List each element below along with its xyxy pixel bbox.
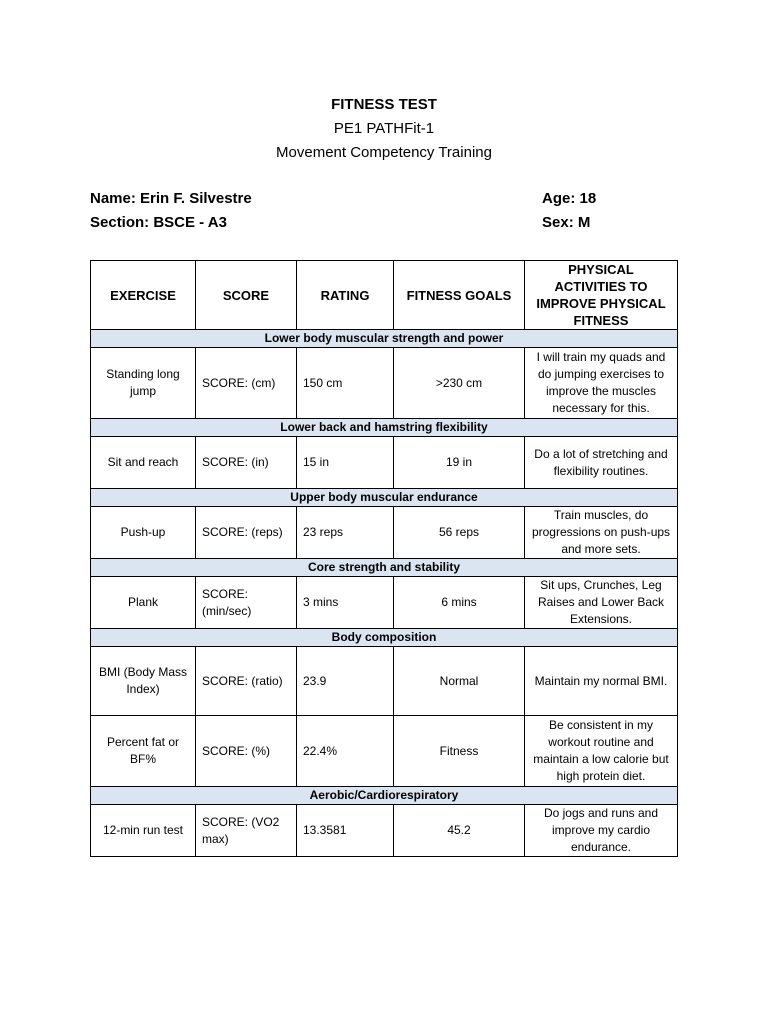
cell-activity: Train muscles, do progressions on push-ups and more sets. — [525, 507, 678, 559]
header-rating: RATING — [297, 261, 394, 330]
category-label: Aerobic/Cardiorespiratory — [91, 787, 678, 805]
header-physical-activities: PHYSICAL ACTIVITIES TO IMPROVE PHYSICAL FITNESS — [525, 261, 678, 330]
cell-goal: Normal — [394, 647, 525, 716]
document-subtitle: Movement Competency Training — [276, 144, 492, 161]
table-row — [91, 716, 678, 787]
cell-score: SCORE: (VO2 max) — [196, 805, 297, 857]
student-age: Age: 18 — [542, 190, 597, 207]
document-title: FITNESS TEST — [331, 96, 437, 113]
cell-exercise: BMI (Body Mass Index) — [91, 647, 196, 716]
cell-score: SCORE: (reps) — [196, 507, 297, 559]
cell-activity: Do a lot of stretching and flexibility routines. — [525, 437, 678, 489]
header-score: SCORE — [196, 261, 297, 330]
cell-exercise: Sit and reach — [91, 437, 196, 489]
cell-score: SCORE: (min/sec) — [196, 577, 297, 629]
cell-exercise: Percent fat or BF% — [91, 716, 196, 787]
cell-rating: 150 cm — [297, 348, 394, 419]
cell-exercise: Standing long jump — [91, 348, 196, 419]
category-row — [91, 787, 678, 805]
cell-activity: Maintain my normal BMI. — [525, 647, 678, 716]
category-row — [91, 489, 678, 507]
student-info-left — [90, 187, 252, 235]
cell-activity: Be consistent in my workout routine and maintain a low calorie but high protein diet. — [525, 716, 678, 787]
category-label: Upper body muscular endurance — [91, 489, 678, 507]
cell-exercise: Push-up — [91, 507, 196, 559]
category-row — [91, 629, 678, 647]
cell-rating: 3 mins — [297, 577, 394, 629]
table-row — [91, 437, 678, 489]
cell-rating: 13.3581 — [297, 805, 394, 857]
cell-score: SCORE: (in) — [196, 437, 297, 489]
cell-rating: 15 in — [297, 437, 394, 489]
cell-score: SCORE: (cm) — [196, 348, 297, 419]
cell-rating: 23.9 — [297, 647, 394, 716]
course-code: PE1 PATHFit-1 — [333, 120, 435, 137]
category-row — [91, 330, 678, 348]
cell-activity: I will train my quads and do jumping exercises to improve the muscles necessary for this. — [525, 348, 678, 419]
student-name: Name: Erin F. Silvestre — [90, 190, 252, 207]
cell-goal: >230 cm — [394, 348, 525, 419]
cell-activity: Do jogs and runs and improve my cardio endurance. — [525, 805, 678, 857]
table-row — [91, 577, 678, 629]
cell-score: SCORE: (%) — [196, 716, 297, 787]
student-sex: Sex: M — [542, 214, 591, 231]
table-header-row — [91, 261, 678, 330]
cell-rating: 23 reps — [297, 507, 394, 559]
cell-exercise: 12-min run test — [91, 805, 196, 857]
table-row — [91, 805, 678, 857]
header-fitness-goals: FITNESS GOALS — [394, 261, 525, 330]
cell-activity: Sit ups, Crunches, Leg Raises and Lower Back Extensions. — [525, 577, 678, 629]
title-block — [0, 93, 768, 165]
cell-goal: 45.2 — [394, 805, 525, 857]
cell-exercise: Plank — [91, 577, 196, 629]
cell-goal: 56 reps — [394, 507, 525, 559]
cell-goal: 19 in — [394, 437, 525, 489]
category-label: Lower body muscular strength and power — [91, 330, 678, 348]
cell-rating: 22.4% — [297, 716, 394, 787]
category-row — [91, 559, 678, 577]
table-row — [91, 647, 678, 716]
category-label: Lower back and hamstring flexibility — [91, 419, 678, 437]
category-label: Core strength and stability — [91, 559, 678, 577]
cell-score: SCORE: (ratio) — [196, 647, 297, 716]
category-row — [91, 419, 678, 437]
table-row — [91, 507, 678, 559]
fitness-table — [90, 260, 678, 857]
cell-goal: Fitness — [394, 716, 525, 787]
header-exercise: EXERCISE — [91, 261, 196, 330]
student-info-right — [542, 187, 596, 235]
table-row — [91, 348, 678, 419]
student-section: Section: BSCE - A3 — [90, 214, 227, 231]
category-label: Body composition — [91, 629, 678, 647]
cell-goal: 6 mins — [394, 577, 525, 629]
